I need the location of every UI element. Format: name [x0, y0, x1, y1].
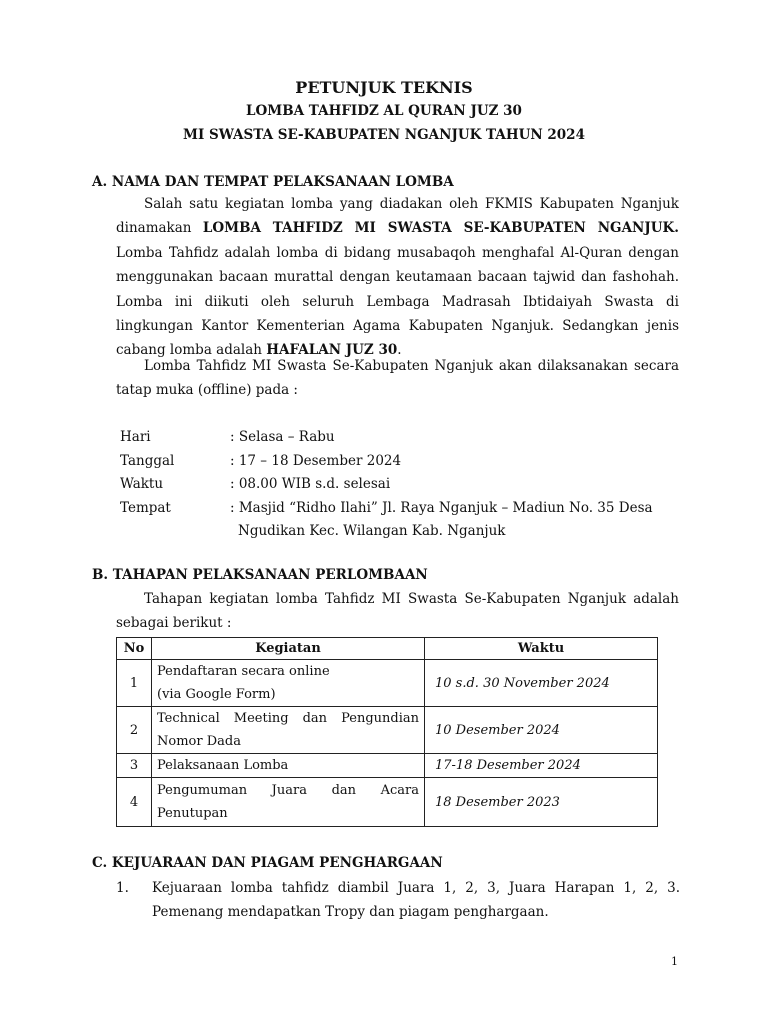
- detail-row-hari: [120, 426, 680, 450]
- detail-value-group: [230, 497, 680, 544]
- kegiatan-line: Pelaksanaan Lomba: [157, 758, 289, 773]
- document-subtitle-1: LOMBA TAHFIDZ AL QURAN JUZ 30: [246, 103, 522, 119]
- schedule-table: [116, 637, 658, 827]
- section-b-heading: B. TAHAPAN PELAKSANAAN PERLOMBAAN: [92, 567, 428, 583]
- kegiatan-line: Technical Meeting dan Pengundian: [157, 711, 419, 726]
- table-header-row: [117, 638, 658, 660]
- table-row: [117, 778, 658, 827]
- row-number: 1: [117, 660, 152, 707]
- row-kegiatan: [152, 778, 425, 827]
- row-kegiatan: [152, 660, 425, 707]
- kegiatan-line: Pengumuman Juara dan Acara: [157, 783, 419, 798]
- table-row: [117, 754, 658, 778]
- row-number: 3: [117, 754, 152, 778]
- list-item-text: Kejuaraan lomba tahfidz diambil Juara 1, 2, 3, Juara Harapan 1, 2, 3. Pemenang mendapatkan Tropy dan piagam penghargaan.: [152, 880, 680, 921]
- row-waktu: 18 Desember 2023: [425, 778, 658, 827]
- detail-label: Hari: [120, 429, 151, 445]
- header-waktu: Waktu: [425, 638, 658, 660]
- row-waktu: 10 s.d. 30 November 2024: [425, 660, 658, 707]
- list-item: [116, 876, 680, 925]
- detail-label: Tanggal: [120, 452, 175, 469]
- detail-label: Tempat: [120, 499, 171, 516]
- header-kegiatan: Kegiatan: [152, 638, 425, 660]
- section-c-list: [116, 876, 680, 925]
- kegiatan-line: Penutupan: [157, 806, 228, 821]
- detail-value: : 17 – 18 Desember 2024: [230, 452, 402, 469]
- row-waktu: 10 Desember 2024: [425, 707, 658, 754]
- detail-label: Waktu: [120, 476, 164, 492]
- document-subtitle-2: MI SWASTA SE-KABUPATEN NGANJUK TAHUN 2024: [183, 127, 585, 143]
- section-a-paragraph-1: [116, 192, 679, 363]
- detail-value: : Masjid “Ridho Ilahi” Jl. Raya Nganjuk – Madiun No. 35 Desa: [230, 499, 653, 516]
- row-waktu: 17-18 Desember 2024: [425, 754, 658, 778]
- kegiatan-line: Nomor Dada: [157, 734, 241, 749]
- detail-value: : 08.00 WIB s.d. selesai: [230, 476, 391, 492]
- detail-row-tempat: [120, 497, 680, 544]
- paragraph-text: Salah satu kegiatan lomba yang diadakan oleh FKMIS Kabupaten Nganjuk dinamakan: [116, 196, 679, 237]
- event-details: [120, 426, 680, 544]
- section-b-paragraph-1: Tahapan kegiatan lomba Tahfidz MI Swasta Se-Kabupaten Nganjuk adalah sebagai berikut :: [116, 591, 679, 632]
- document-title: PETUNJUK TEKNIS: [295, 78, 473, 97]
- row-kegiatan: [152, 707, 425, 754]
- header-no: No: [117, 638, 152, 660]
- detail-row-tanggal: [120, 450, 680, 474]
- row-number: 2: [117, 707, 152, 754]
- section-a-heading: A. NAMA DAN TEMPAT PELAKSANAAN LOMBA: [92, 174, 454, 190]
- section-c-heading: C. KEJUARAAN DAN PIAGAM PENGHARGAAN: [92, 855, 443, 871]
- row-kegiatan: [152, 754, 425, 778]
- section-a-paragraph-2: Lomba Tahfidz MI Swasta Se-Kabupaten Nganjuk akan dilaksanakan secara tatap muka (offline) pada :: [116, 358, 679, 399]
- paragraph-bold-text: LOMBA TAHFIDZ MI SWASTA SE-KABUPATEN NGANJUK.: [202, 220, 679, 237]
- detail-value: : Selasa – Rabu: [230, 429, 335, 445]
- page-number: 1: [671, 955, 678, 968]
- kegiatan-line: Pendaftaran secara online: [157, 664, 330, 679]
- table-row: [117, 707, 658, 754]
- paragraph-bold-text: HAFALAN JUZ 30: [266, 342, 398, 359]
- detail-row-waktu: [120, 473, 680, 497]
- table-row: [117, 660, 658, 707]
- detail-value-continuation: Ngudikan Kec. Wilangan Kab. Nganjuk: [238, 523, 506, 539]
- paragraph-text: Lomba Tahfidz adalah lomba di bidang musabaqoh menghafal Al-Quran dengan menggunakan bacaan murattal dengan keutamaan bacaan tajwid dan fashohah. Lomba ini diikuti oleh seluruh Lembaga Madrasah Ibtidaiyah Swasta di lingkungan Kantor Kementerian Agama Kabupaten Nganjuk. Sedangkan jenis cabang lomba adalah: [116, 244, 679, 359]
- list-item-number: 1.: [116, 880, 129, 896]
- kegiatan-line: (via Google Form): [157, 687, 276, 702]
- paragraph-text: .: [397, 342, 402, 359]
- row-number: 4: [117, 778, 152, 827]
